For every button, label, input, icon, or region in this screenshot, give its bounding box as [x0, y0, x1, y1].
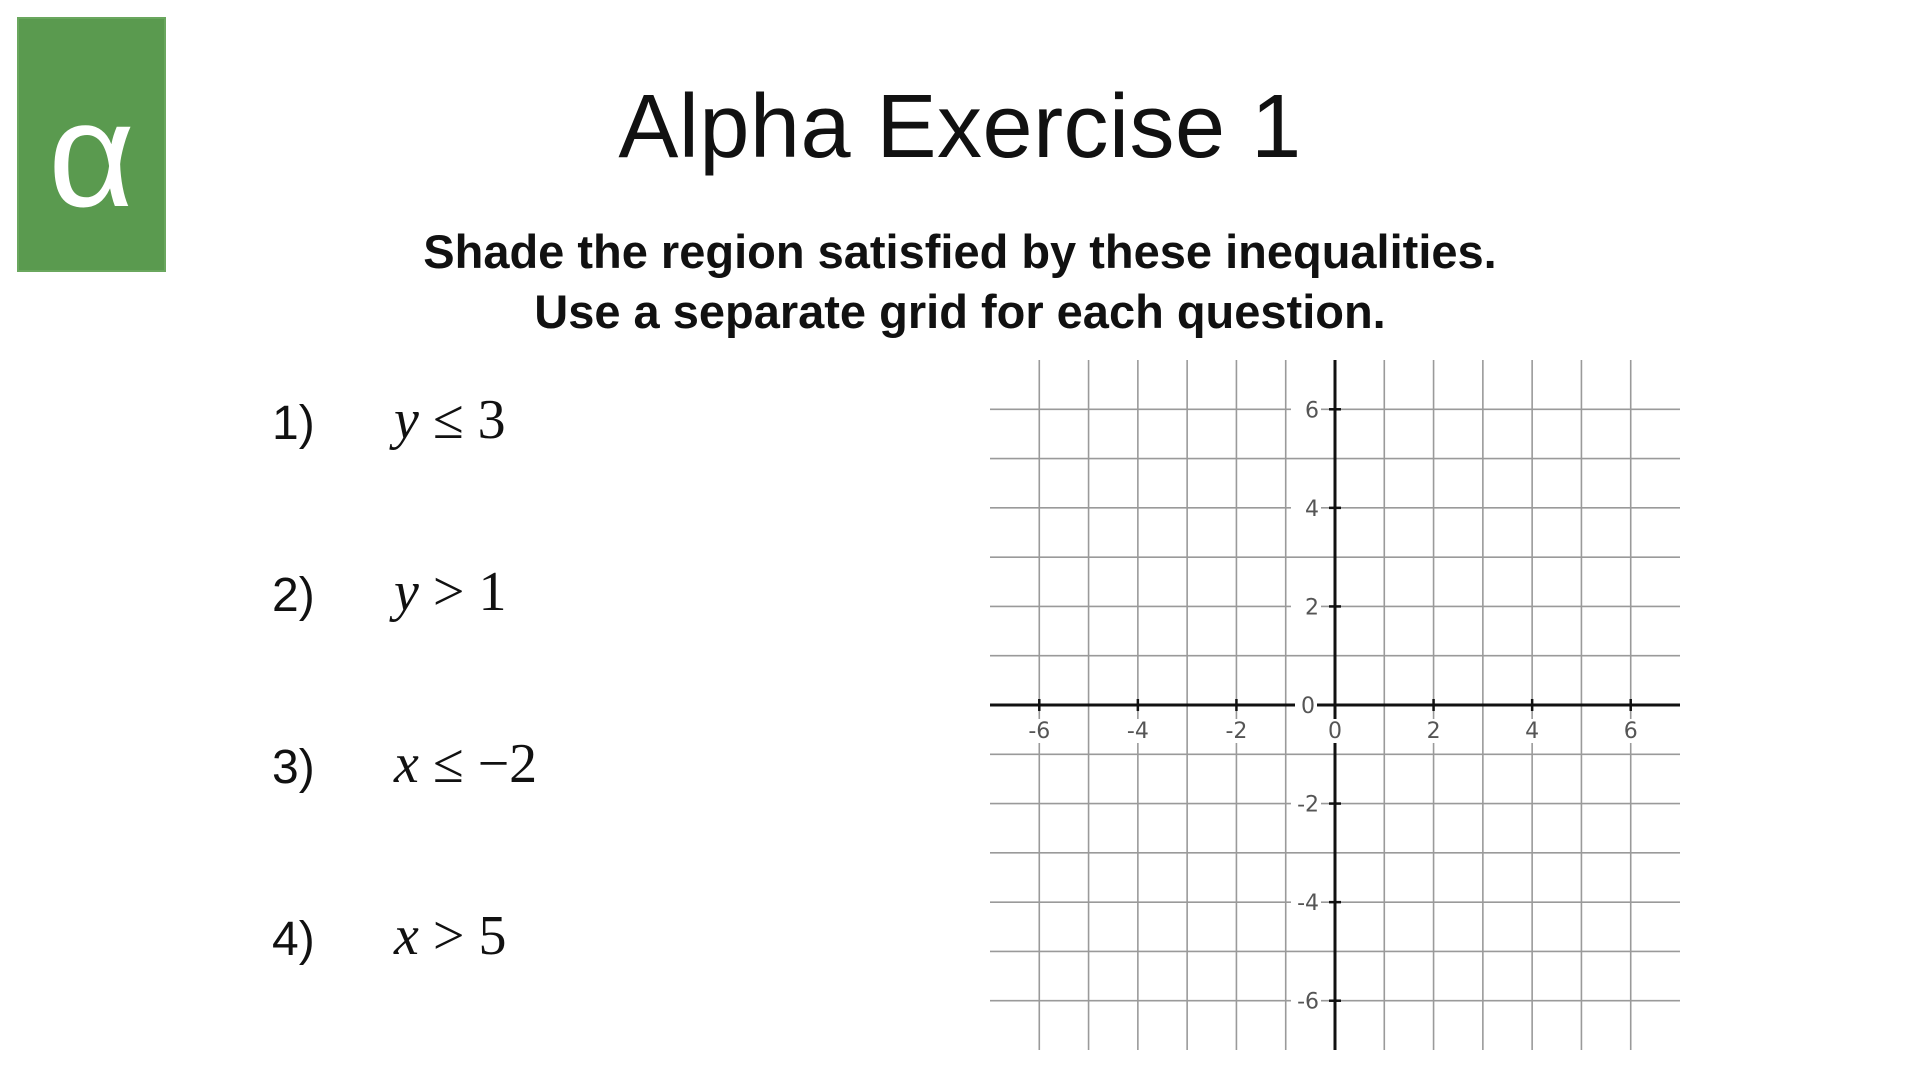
x-tick-label: 0 [1328, 719, 1342, 744]
question-variable: y [394, 561, 419, 623]
question-variable: x [394, 733, 419, 795]
alpha-logo-icon: α [48, 70, 135, 238]
y-tick-label: 2 [1305, 595, 1319, 621]
question-value: 3 [477, 389, 506, 451]
x-tick-label: -2 [1225, 719, 1248, 744]
coordinate-grid-svg [990, 360, 1680, 1050]
x-tick-label: 2 [1426, 719, 1441, 744]
question-relation: ≤ [432, 389, 464, 451]
y-tick-label: 6 [1305, 398, 1319, 424]
question-value: −2 [477, 733, 538, 795]
y-tick-label: 0 [1301, 694, 1315, 719]
x-tick-label: -6 [1028, 719, 1051, 744]
instruction-line-1: Shade the region satisfied by these inequalities. [423, 225, 1497, 278]
question-number: 1) [272, 397, 315, 450]
page-title: Alpha Exercise 1 [618, 77, 1302, 177]
question-number: 4) [272, 913, 315, 966]
question-value: 5 [478, 905, 507, 967]
coordinate-grid [990, 360, 1680, 1050]
y-tick-label: -6 [1297, 989, 1319, 1015]
question-inequality [394, 732, 537, 796]
question-inequality [394, 904, 506, 968]
y-tick-label: -4 [1297, 891, 1319, 917]
question-value: 1 [478, 561, 507, 623]
question-relation: > [432, 561, 465, 623]
x-tick-label: -4 [1126, 719, 1149, 744]
y-tick-label: -2 [1297, 792, 1319, 818]
question-number: 3) [272, 741, 315, 794]
y-tick-label: 4 [1305, 496, 1319, 522]
question-number: 2) [272, 569, 315, 622]
x-tick-label: 4 [1525, 719, 1540, 744]
question-variable: y [394, 389, 419, 451]
question-inequality [394, 388, 506, 452]
x-tick-label: 6 [1623, 719, 1638, 744]
question-relation: > [432, 905, 465, 967]
question-relation: ≤ [432, 733, 464, 795]
question-variable: x [394, 905, 419, 967]
instructions [0, 222, 1920, 342]
instruction-line-2: Use a separate grid for each question. [534, 285, 1386, 338]
question-inequality [394, 560, 506, 624]
